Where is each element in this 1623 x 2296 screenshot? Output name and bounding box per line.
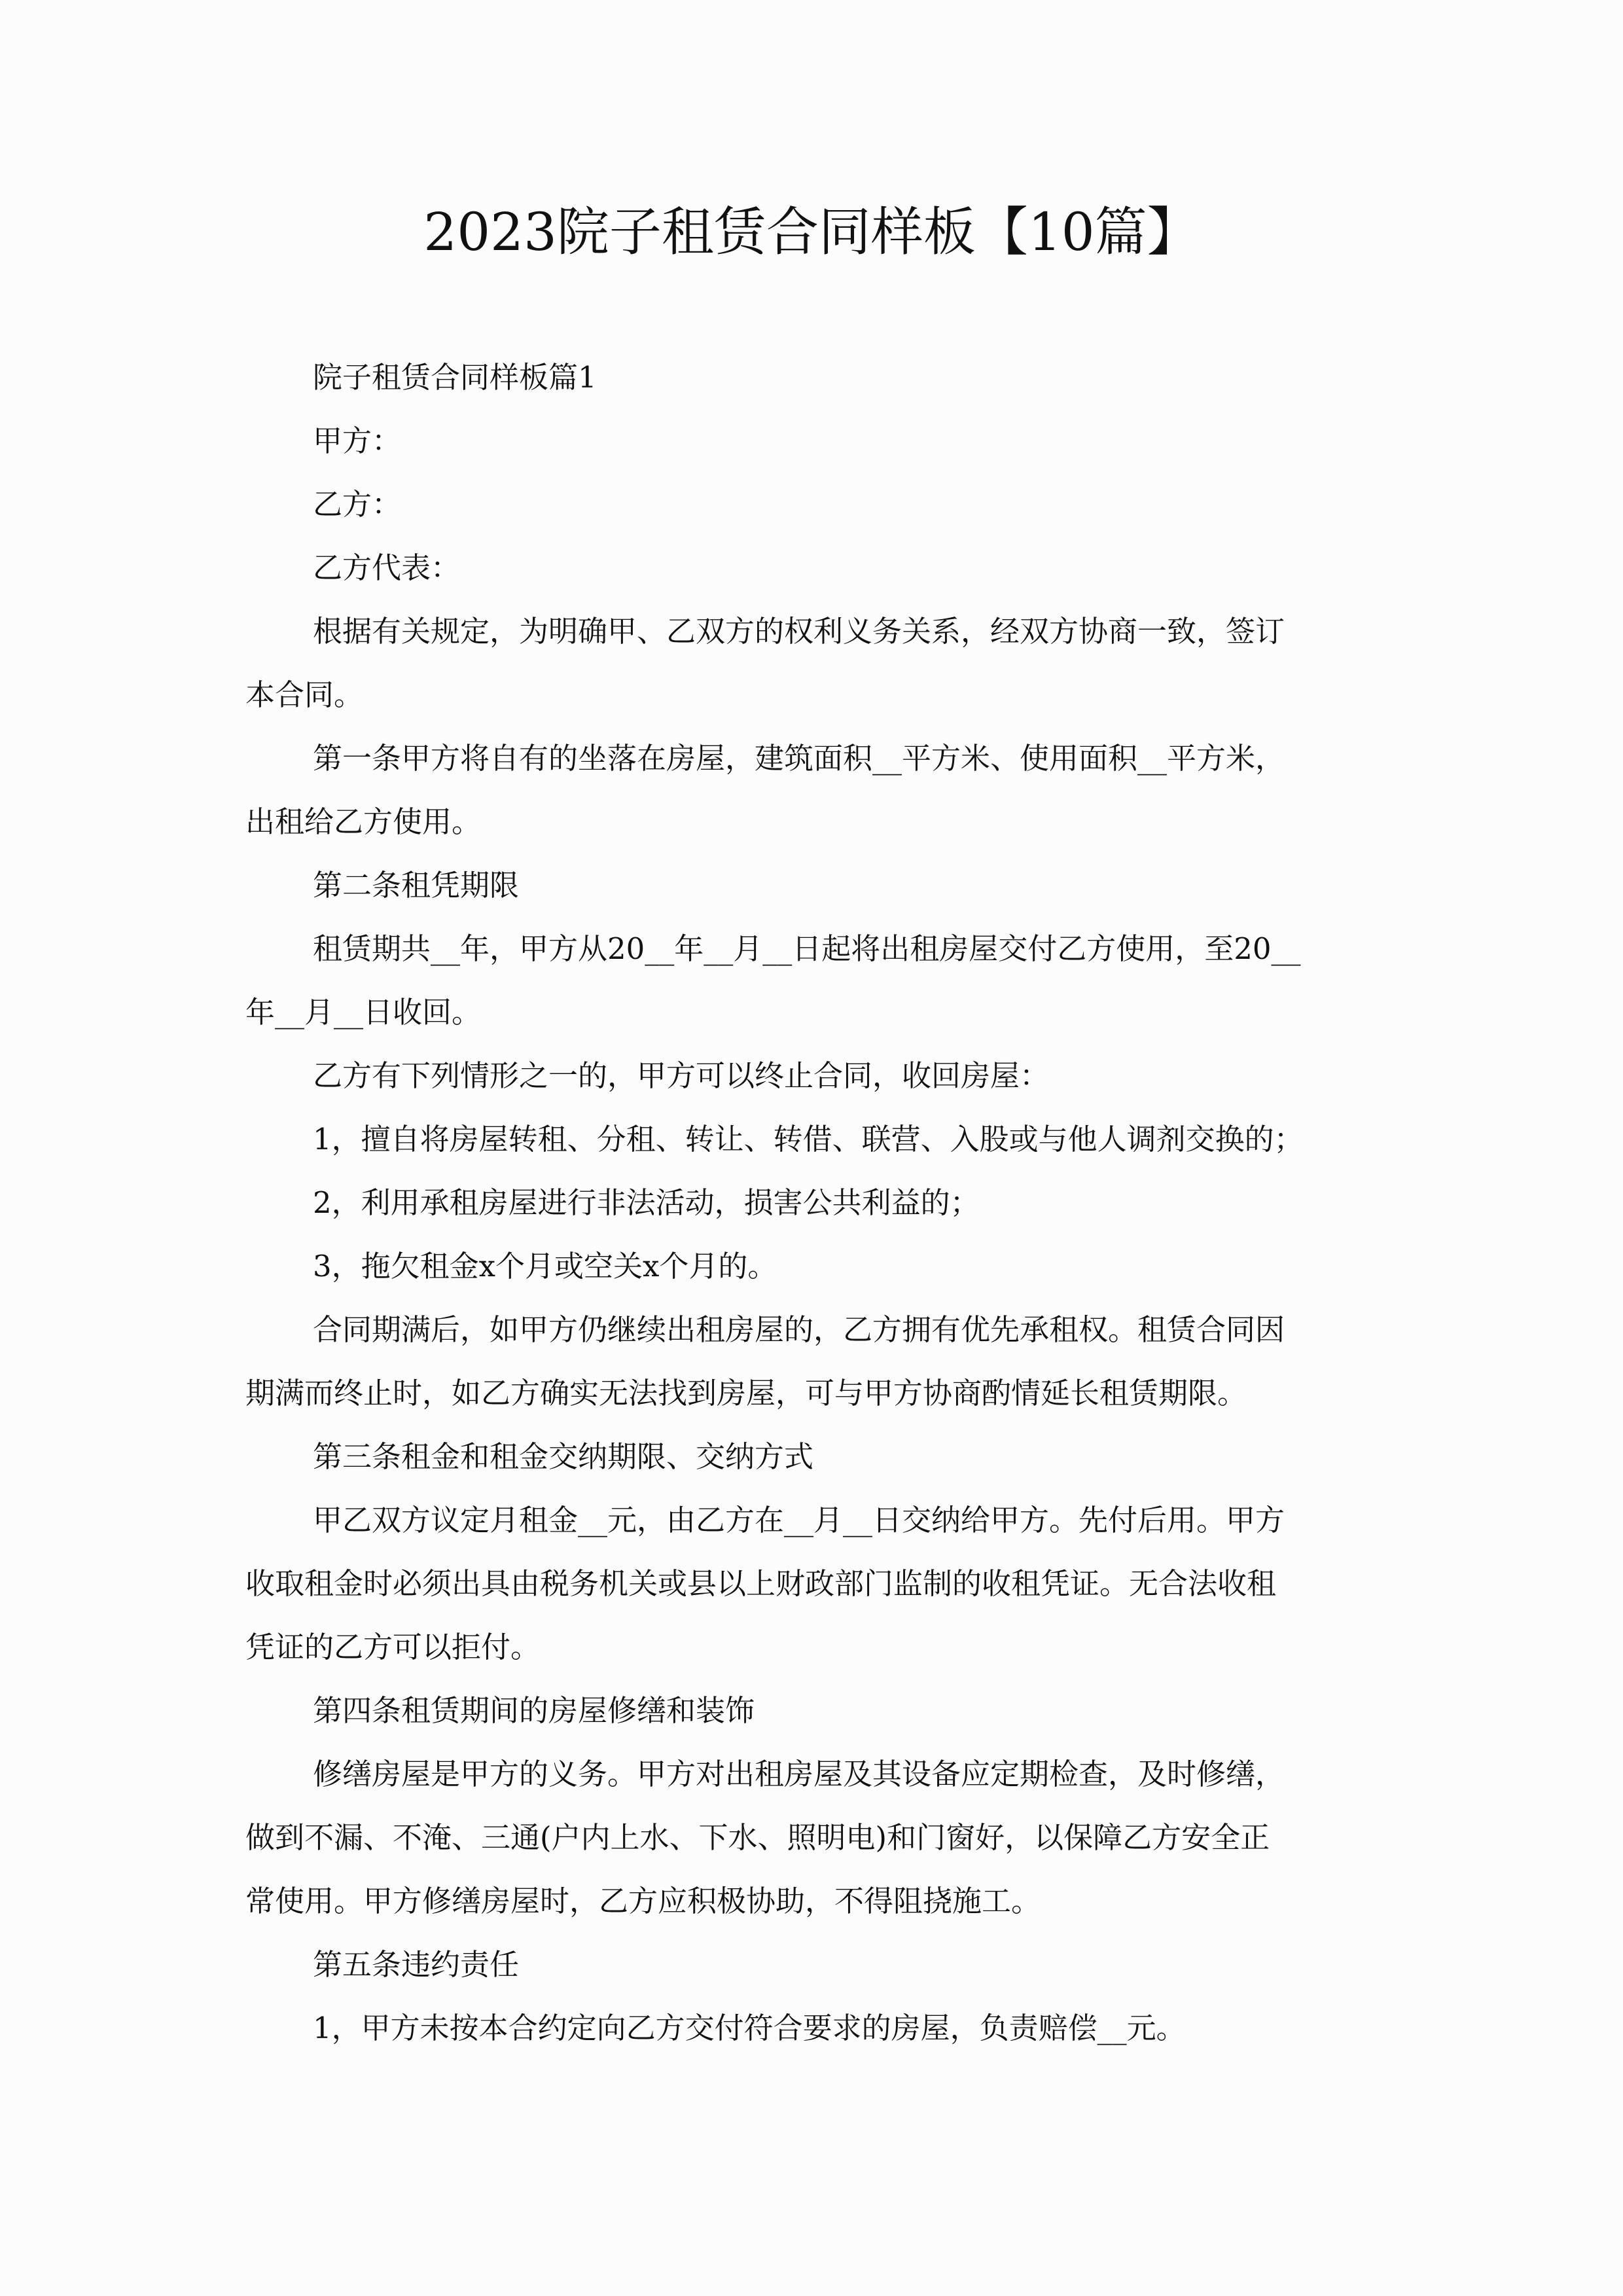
liability-list-item: 1，甲方未按本合约定向乙方交付符合要求的房屋，负责赔偿__元。 [313, 2011, 1186, 2045]
article-1-line: 第一条甲方将自有的坐落在房屋，建筑面积__平方米、使用面积__平方米， [313, 741, 1285, 776]
party-b-field: 乙方： [313, 487, 402, 522]
termination-intro-line: 乙方有下列情形之一的，甲方可以终止合同，收回房屋： [313, 1058, 1050, 1093]
lease-term-paragraph-line: 年__月__日收回。 [245, 995, 482, 1030]
article-2-heading: 第二条租凭期限 [313, 868, 520, 903]
rent-paragraph-line: 甲乙双方议定月租金__元，由乙方在__月__日交纳给甲方。先付后用。甲方 [313, 1503, 1285, 1537]
party-a-field: 甲方： [313, 423, 402, 458]
rent-paragraph-line: 收取租金时必须出具由税务机关或县以上财政部门监制的收租凭证。无合法收租 [245, 1566, 1277, 1601]
termination-list-item: 3，拖欠租金x个月或空关x个月的。 [313, 1249, 777, 1283]
document-title: 2023院子租赁合同样板【10篇】 [423, 202, 1200, 262]
article-4-heading: 第四条租赁期间的房屋修缮和装饰 [313, 1693, 755, 1728]
renewal-paragraph-line: 期满而终止时，如乙方确实无法找到房屋，可与甲方协商酌情延长租赁期限。 [245, 1376, 1247, 1410]
lease-term-paragraph-line: 租赁期共__年，甲方从20__年__月__日起将出租房屋交付乙方使用，至20__ [313, 931, 1301, 966]
article-5-heading: 第五条违约责任 [313, 1947, 520, 1982]
termination-list-item: 2，利用承租房屋进行非法活动，损害公共利益的； [313, 1185, 980, 1220]
rent-paragraph-line: 凭证的乙方可以拒付。 [245, 1630, 541, 1664]
article-3-heading: 第三条租金和租金交纳期限、交纳方式 [313, 1439, 814, 1474]
termination-list-item: 1，擅自将房屋转租、分租、转让、转借、联营、入股或与他人调剂交换的； [313, 1122, 1304, 1157]
section-heading: 院子租赁合同样板篇1 [313, 360, 597, 395]
preamble-paragraph-line: 本合同。 [245, 677, 364, 712]
party-b-representative-field: 乙方代表： [313, 550, 461, 585]
preamble-paragraph-line: 根据有关规定，为明确甲、乙双方的权利义务关系，经双方协商一致，签订 [313, 614, 1285, 649]
document-body [245, 346, 1397, 2060]
repair-paragraph-line: 常使用。甲方修缮房屋时，乙方应积极协助，不得阻挠施工。 [245, 1884, 1041, 1918]
repair-paragraph-line: 修缮房屋是甲方的义务。甲方对出租房屋及其设备应定期检查，及时修缮， [313, 1757, 1285, 1791]
article-1-line: 出租给乙方使用。 [245, 804, 482, 839]
renewal-paragraph-line: 合同期满后，如甲方仍继续出租房屋的，乙方拥有优先承租权。租赁合同因 [313, 1312, 1285, 1347]
repair-paragraph-line: 做到不漏、不淹、三通(户内上水、下水、照明电)和门窗好，以保障乙方安全正 [245, 1820, 1270, 1855]
